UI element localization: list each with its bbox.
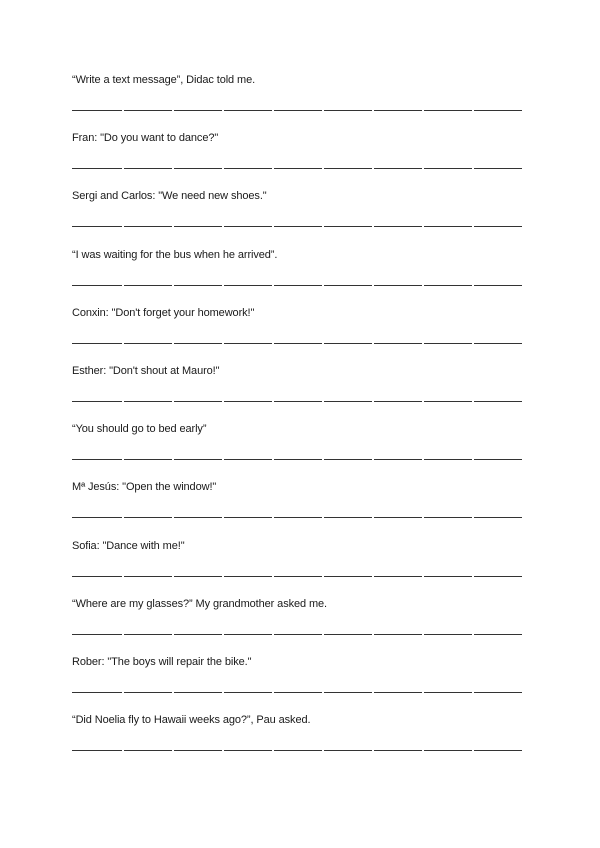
line-gap: [372, 750, 374, 751]
line-gap: [272, 634, 274, 635]
exercise-item: [72, 249, 522, 307]
sentence-prompt: “Did Noelia fly to Hawaii weeks ago?”, Pau asked.: [72, 714, 311, 727]
line-gap: [222, 168, 224, 169]
sentence-prompt: “Where are my glasses?” My grandmother asked me.: [72, 597, 328, 610]
sentence-prompt: Rober: "The boys will repair the bike.": [72, 655, 252, 668]
line-gap: [322, 517, 324, 518]
line-gap: [172, 750, 174, 751]
line-gap: [222, 343, 224, 344]
line-gap: [422, 576, 424, 577]
line-gap: [122, 168, 124, 169]
sentence-prompt: Mª Jesús: "Open the window!": [72, 481, 217, 494]
line-gap: [122, 517, 124, 518]
line-gap: [122, 343, 124, 344]
line-gap: [122, 750, 124, 751]
line-gap: [472, 517, 474, 518]
line-gap: [222, 692, 224, 693]
line-gap: [322, 343, 324, 344]
line-gap: [172, 517, 174, 518]
line-gap: [372, 692, 374, 693]
line-gap: [172, 343, 174, 344]
line-gap: [272, 750, 274, 751]
line-gap: [422, 692, 424, 693]
line-gap: [422, 110, 424, 111]
exercise-item: [72, 307, 522, 365]
line-gap: [272, 226, 274, 227]
exercise-item: [72, 190, 522, 248]
answer-line[interactable]: [72, 401, 522, 402]
answer-line[interactable]: [72, 285, 522, 286]
exercise-item: [72, 481, 522, 539]
line-gap: [322, 226, 324, 227]
exercise-item: [72, 598, 522, 656]
line-gap: [272, 343, 274, 344]
line-gap: [472, 634, 474, 635]
line-gap: [372, 343, 374, 344]
line-gap: [122, 459, 124, 460]
answer-line[interactable]: [72, 459, 522, 460]
line-gap: [122, 401, 124, 402]
line-gap: [222, 576, 224, 577]
line-gap: [422, 168, 424, 169]
line-gap: [122, 692, 124, 693]
line-gap: [222, 517, 224, 518]
exercise-item: [72, 423, 522, 481]
line-gap: [222, 634, 224, 635]
line-gap: [422, 285, 424, 286]
line-gap: [372, 226, 374, 227]
line-gap: [472, 750, 474, 751]
exercise-item: [72, 540, 522, 598]
exercise-item: [72, 132, 522, 190]
exercise-item: [72, 74, 522, 132]
line-gap: [122, 576, 124, 577]
line-gap: [322, 110, 324, 111]
line-gap: [122, 634, 124, 635]
line-gap: [172, 459, 174, 460]
sentence-prompt: Sergi and Carlos: "We need new shoes.": [72, 190, 267, 203]
line-gap: [422, 459, 424, 460]
line-gap: [272, 168, 274, 169]
line-gap: [172, 401, 174, 402]
answer-line[interactable]: [72, 343, 522, 344]
line-gap: [372, 401, 374, 402]
line-gap: [372, 110, 374, 111]
line-gap: [272, 285, 274, 286]
line-gap: [272, 401, 274, 402]
line-gap: [322, 750, 324, 751]
sentence-prompt: Conxin: "Don't forget your homework!": [72, 306, 255, 319]
line-gap: [372, 285, 374, 286]
answer-line[interactable]: [72, 226, 522, 227]
sentence-prompt: Sofia: "Dance with me!": [72, 539, 185, 552]
answer-line[interactable]: [72, 634, 522, 635]
line-gap: [322, 459, 324, 460]
answer-line[interactable]: [72, 110, 522, 111]
line-gap: [372, 576, 374, 577]
exercise-item: [72, 714, 522, 772]
sentence-prompt: Fran: "Do you want to dance?": [72, 132, 219, 145]
answer-line[interactable]: [72, 576, 522, 577]
line-gap: [272, 576, 274, 577]
line-gap: [472, 459, 474, 460]
line-gap: [222, 110, 224, 111]
answer-line[interactable]: [72, 168, 522, 169]
line-gap: [472, 285, 474, 286]
line-gap: [472, 110, 474, 111]
line-gap: [322, 576, 324, 577]
line-gap: [322, 401, 324, 402]
line-gap: [272, 517, 274, 518]
line-gap: [422, 226, 424, 227]
line-gap: [472, 576, 474, 577]
line-gap: [172, 168, 174, 169]
line-gap: [222, 459, 224, 460]
line-gap: [272, 692, 274, 693]
exercise-item: [72, 656, 522, 714]
line-gap: [222, 750, 224, 751]
answer-line[interactable]: [72, 750, 522, 751]
line-gap: [222, 285, 224, 286]
line-gap: [422, 343, 424, 344]
line-gap: [472, 343, 474, 344]
line-gap: [172, 576, 174, 577]
line-gap: [472, 168, 474, 169]
line-gap: [322, 634, 324, 635]
sentence-prompt: “Write a text message”, Didac told me.: [72, 74, 256, 86]
line-gap: [372, 517, 374, 518]
line-gap: [472, 692, 474, 693]
answer-line[interactable]: [72, 517, 522, 518]
answer-line[interactable]: [72, 692, 522, 693]
line-gap: [472, 226, 474, 227]
line-gap: [272, 110, 274, 111]
line-gap: [322, 168, 324, 169]
line-gap: [322, 285, 324, 286]
line-gap: [372, 459, 374, 460]
line-gap: [172, 634, 174, 635]
line-gap: [222, 401, 224, 402]
line-gap: [422, 750, 424, 751]
line-gap: [272, 459, 274, 460]
line-gap: [372, 634, 374, 635]
line-gap: [172, 285, 174, 286]
sentence-prompt: “I was waiting for the bus when he arrived”.: [72, 248, 278, 261]
line-gap: [122, 110, 124, 111]
line-gap: [222, 226, 224, 227]
line-gap: [422, 401, 424, 402]
line-gap: [472, 401, 474, 402]
worksheet: [72, 74, 522, 772]
line-gap: [172, 226, 174, 227]
sentence-prompt: Esther: "Don't shout at Mauro!": [72, 364, 220, 377]
line-gap: [372, 168, 374, 169]
line-gap: [422, 634, 424, 635]
line-gap: [122, 226, 124, 227]
line-gap: [422, 517, 424, 518]
line-gap: [122, 285, 124, 286]
exercise-item: [72, 365, 522, 423]
line-gap: [322, 692, 324, 693]
line-gap: [172, 692, 174, 693]
sentence-prompt: “You should go to bed early”: [72, 423, 207, 436]
line-gap: [172, 110, 174, 111]
